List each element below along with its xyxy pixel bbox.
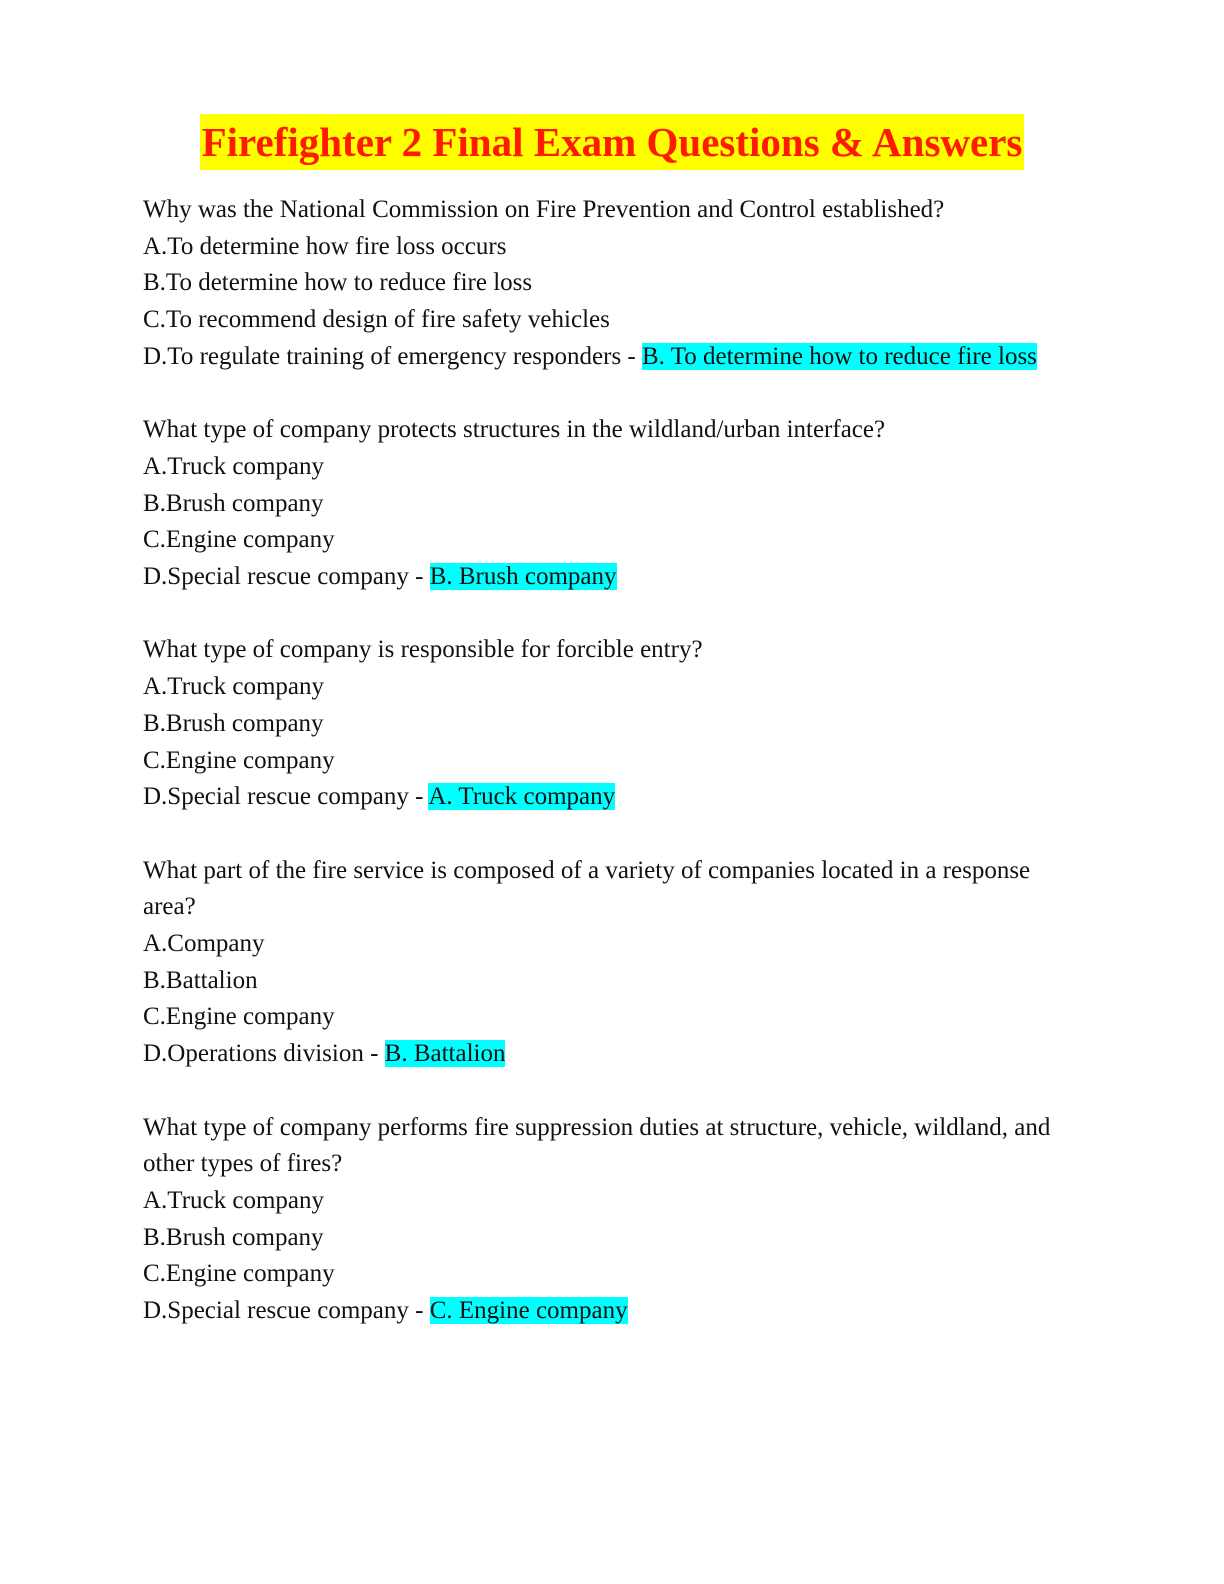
answer-highlight: B. To determine how to reduce fire loss (642, 342, 1037, 370)
question-text: Why was the National Commission on Fire Prevention and Control established? (143, 196, 945, 223)
option-d-with-answer (143, 779, 1063, 816)
option-b: B.Brush company (143, 709, 324, 737)
option-a: A.Truck company (143, 673, 325, 701)
question-block (143, 412, 1063, 596)
option-b: B.Battalion (143, 966, 258, 994)
document-title: Firefighter 2 Final Exam Questions & Answers (200, 114, 1025, 170)
option-a: A.Truck company (143, 1186, 325, 1214)
option-d-with-answer (143, 339, 1063, 376)
question-block (143, 632, 1063, 816)
option-b: B.Brush company (143, 489, 324, 517)
answer-highlight: B. Battalion (384, 1040, 506, 1068)
question-block (143, 192, 1063, 376)
answer-highlight: C. Engine company (429, 1297, 628, 1325)
option-d: D.Operations division - (143, 1040, 385, 1068)
option-c: C.Engine company (143, 1003, 335, 1031)
question-text: What type of company performs fire suppression duties at structure, vehicle, wildland, and other types of fires? (143, 1113, 1057, 1178)
option-a: A.Company (143, 930, 265, 958)
question-block (143, 853, 1063, 1073)
question-list (143, 192, 1063, 1366)
option-c: C.Engine company (143, 746, 335, 774)
option-d: D.To regulate training of emergency responders - (143, 342, 642, 370)
question-text: What part of the fire service is composed of a variety of companies located in a response area? (143, 856, 1037, 921)
answer-highlight: A. Truck company (428, 783, 616, 811)
option-d-with-answer (143, 559, 1063, 596)
answer-highlight: B. Brush company (429, 563, 617, 591)
title-container (0, 114, 1224, 170)
option-c: C.Engine company (143, 1260, 335, 1288)
option-d: D.Special rescue company - (143, 563, 430, 591)
option-a: A.Truck company (143, 452, 325, 480)
option-c: C.Engine company (143, 526, 335, 554)
option-b: B.Brush company (143, 1223, 324, 1251)
question-block (143, 1110, 1063, 1330)
option-d: D.Special rescue company - (143, 783, 429, 811)
option-c: C.To recommend design of fire safety vehicles (143, 306, 610, 334)
option-d-with-answer (143, 1293, 1063, 1330)
option-d-with-answer (143, 1036, 1063, 1073)
question-text: What type of company is responsible for forcible entry? (143, 636, 703, 664)
option-d: D.Special rescue company - (143, 1297, 430, 1325)
option-b: B.To determine how to reduce fire loss (143, 269, 533, 297)
option-a: A.To determine how fire loss occurs (143, 232, 507, 260)
question-text: What type of company protects structures in the wildland/urban interface? (143, 416, 886, 444)
